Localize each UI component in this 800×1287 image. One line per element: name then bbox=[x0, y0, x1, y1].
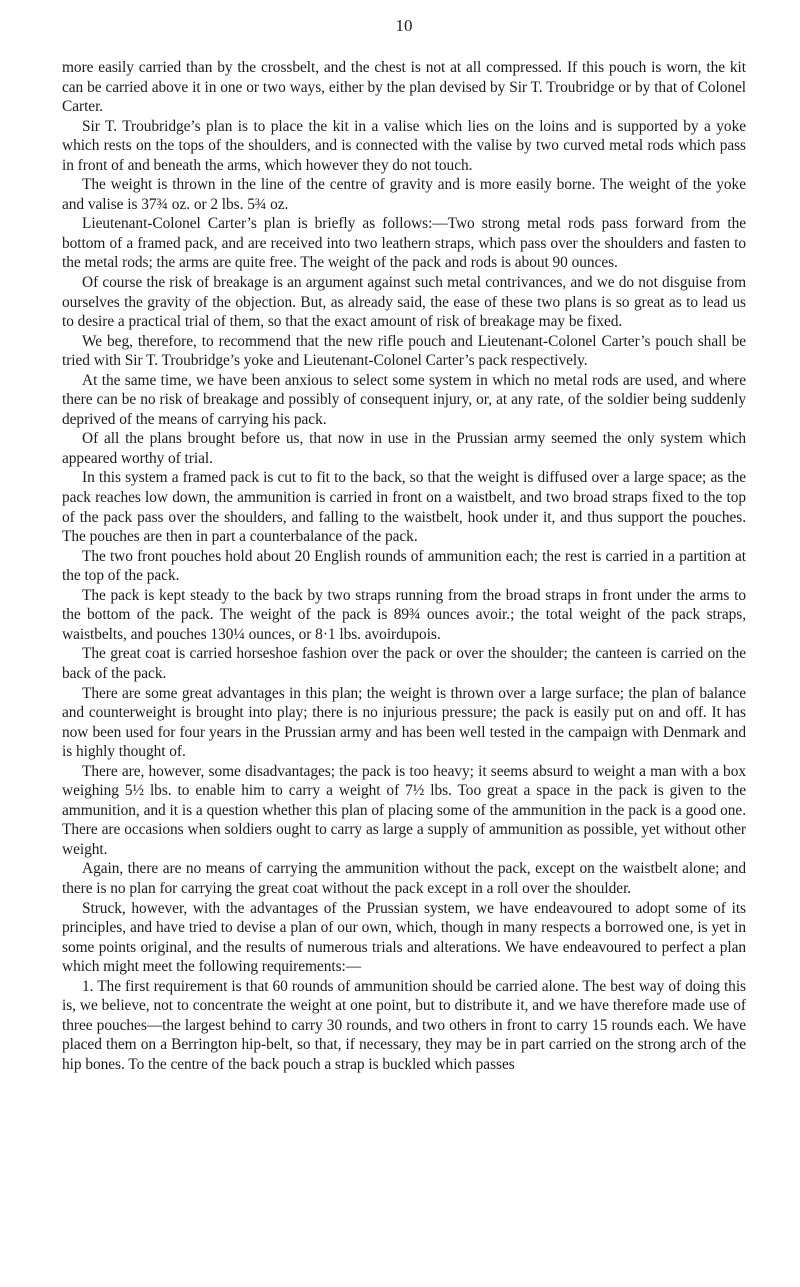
body-text bbox=[62, 58, 746, 1074]
paragraph: Again, there are no means of carrying the ammunition without the pack, except on the waistbelt alone; and there is no plan for carrying the great coat without the pack except in a roll over the shoulder. bbox=[62, 860, 746, 897]
paragraph: We beg, therefore, to recommend that the new rifle pouch and Lieutenant-Colonel Carter’s pouch shall be tried with Sir T. Troubridge’s yoke and Lieutenant-Colonel Carter’s pack respectively. bbox=[62, 332, 746, 370]
paragraph: Struck, however, with the advantages of the Prussian system, we have endeavoured to adopt some of its principles, and have tried to devise a plan of our own, which, though in many respects a borrowed one, is yet in some points original, and the results of numerous trials and alterations. We have endeavoured to perfect a plan which might meet the following requirements:— bbox=[62, 899, 746, 976]
paragraph: Lieutenant-Colonel Carter’s plan is briefly as follows:—Two strong metal rods pass forward from the bottom of a framed pack, and are received into two leathern straps, which pass over the shoulders and fasten to the metal rods; the arms are quite free. The weight of the pack and rods is about 90 ounces. bbox=[62, 215, 746, 272]
paragraph: The two front pouches hold about 20 English rounds of ammunition each; the rest is carried in a partition at the top of the pack. bbox=[62, 547, 746, 585]
paragraph: more easily carried than by the crossbelt, and the chest is not at all compressed. If this pouch is worn, the kit can be carried above it in one or two ways, either by the plan devised by Sir T. Troubridge or by that of Colonel Carter. bbox=[62, 59, 746, 116]
paragraph: The weight is thrown in the line of the centre of gravity and is more easily borne. The weight of the yoke and valise is 37¾ oz. or 2 lbs. 5¾ oz. bbox=[62, 176, 746, 213]
page-number: 10 bbox=[395, 16, 413, 35]
paragraph: In this system a framed pack is cut to fit to the back, so that the weight is diffused over a large space; as the pack reaches low down, the ammunition is carried in front on a waistbelt, and two broad straps fixed to the top of the pack pass over the shoulders, and falling to the waistbelt, hook under it, and thus support the pouches. The pouches are then in part a counterbalance of the pack. bbox=[62, 469, 746, 546]
paragraph: Of all the plans brought before us, that now in use in the Prussian army seemed the only system which appeared worthy of trial. bbox=[62, 430, 746, 467]
paragraph: There are some great advantages in this plan; the weight is thrown over a large surface; the plan of balance and counterweight is brought into play; there is no injurious pressure; the pack is easily put on and off. It has now been used for four years in the Prussian army and has been well tested in the campaign with Denmark and is highly thought of. bbox=[62, 684, 746, 761]
paragraph: The pack is kept steady to the back by two straps running from the broad straps in front under the arms to the bottom of the pack. The weight of the pack is 89¾ ounces avoir.; the total weight of the pack straps, waistbelts, and pouches 130¼ ounces, or 8·1 lbs. avoirdupois. bbox=[62, 586, 746, 643]
paragraph: Sir T. Troubridge’s plan is to place the kit in a valise which lies on the loins and is supported by a yoke which rests on the tops of the shoulders, and is connected with the valise by two curved metal rods which pass in front of and beneath the arms, which however they do not touch. bbox=[62, 117, 746, 174]
paragraph: 1. The first requirement is that 60 rounds of ammunition should be carried alone. The best way of doing this is, we believe, not to concentrate the weight at one point, but to distribute it, and we have therefore made use of three pouches—the largest behind to carry 30 rounds, and two others in front to carry 15 rounds each. We have placed them on a Berrington hip-belt, so that, if necessary, they may be in part carried on the strong arch of the hip bones. To the centre of the back pouch a strap is buckled which passes bbox=[62, 977, 746, 1073]
paragraph: At the same time, we have been anxious to select some system in which no metal rods are used, and where there can be no risk of breakage and possibly of consequent injury, or, at any rate, of the soldier being suddenly deprived of the means of carrying his pack. bbox=[62, 371, 746, 428]
paragraph: The great coat is carried horseshoe fashion over the pack or over the shoulder; the canteen is carried on the back of the pack. bbox=[62, 645, 746, 682]
document-page bbox=[62, 0, 746, 1074]
paragraph: There are, however, some disadvantages; the pack is too heavy; it seems absurd to weight a man with a box weighing 5½ lbs. to enable him to carry a weight of 7½ lbs. Too great a space in the pack is given to the ammunition, and it is a question whether this plan of placing some of the ammunition in the pack is a good one. There are occasions when soldiers ought to carry as large a supply of ammunition as possible, yet without other weight. bbox=[62, 762, 746, 858]
paragraph: Of course the risk of breakage is an argument against such metal contrivances, and we do not disguise from ourselves the gravity of the objection. But, as already said, the ease of these two plans is so great as to lead us to desire a practical trial of them, so that the exact amount of risk of breakage may be fixed. bbox=[62, 274, 746, 331]
